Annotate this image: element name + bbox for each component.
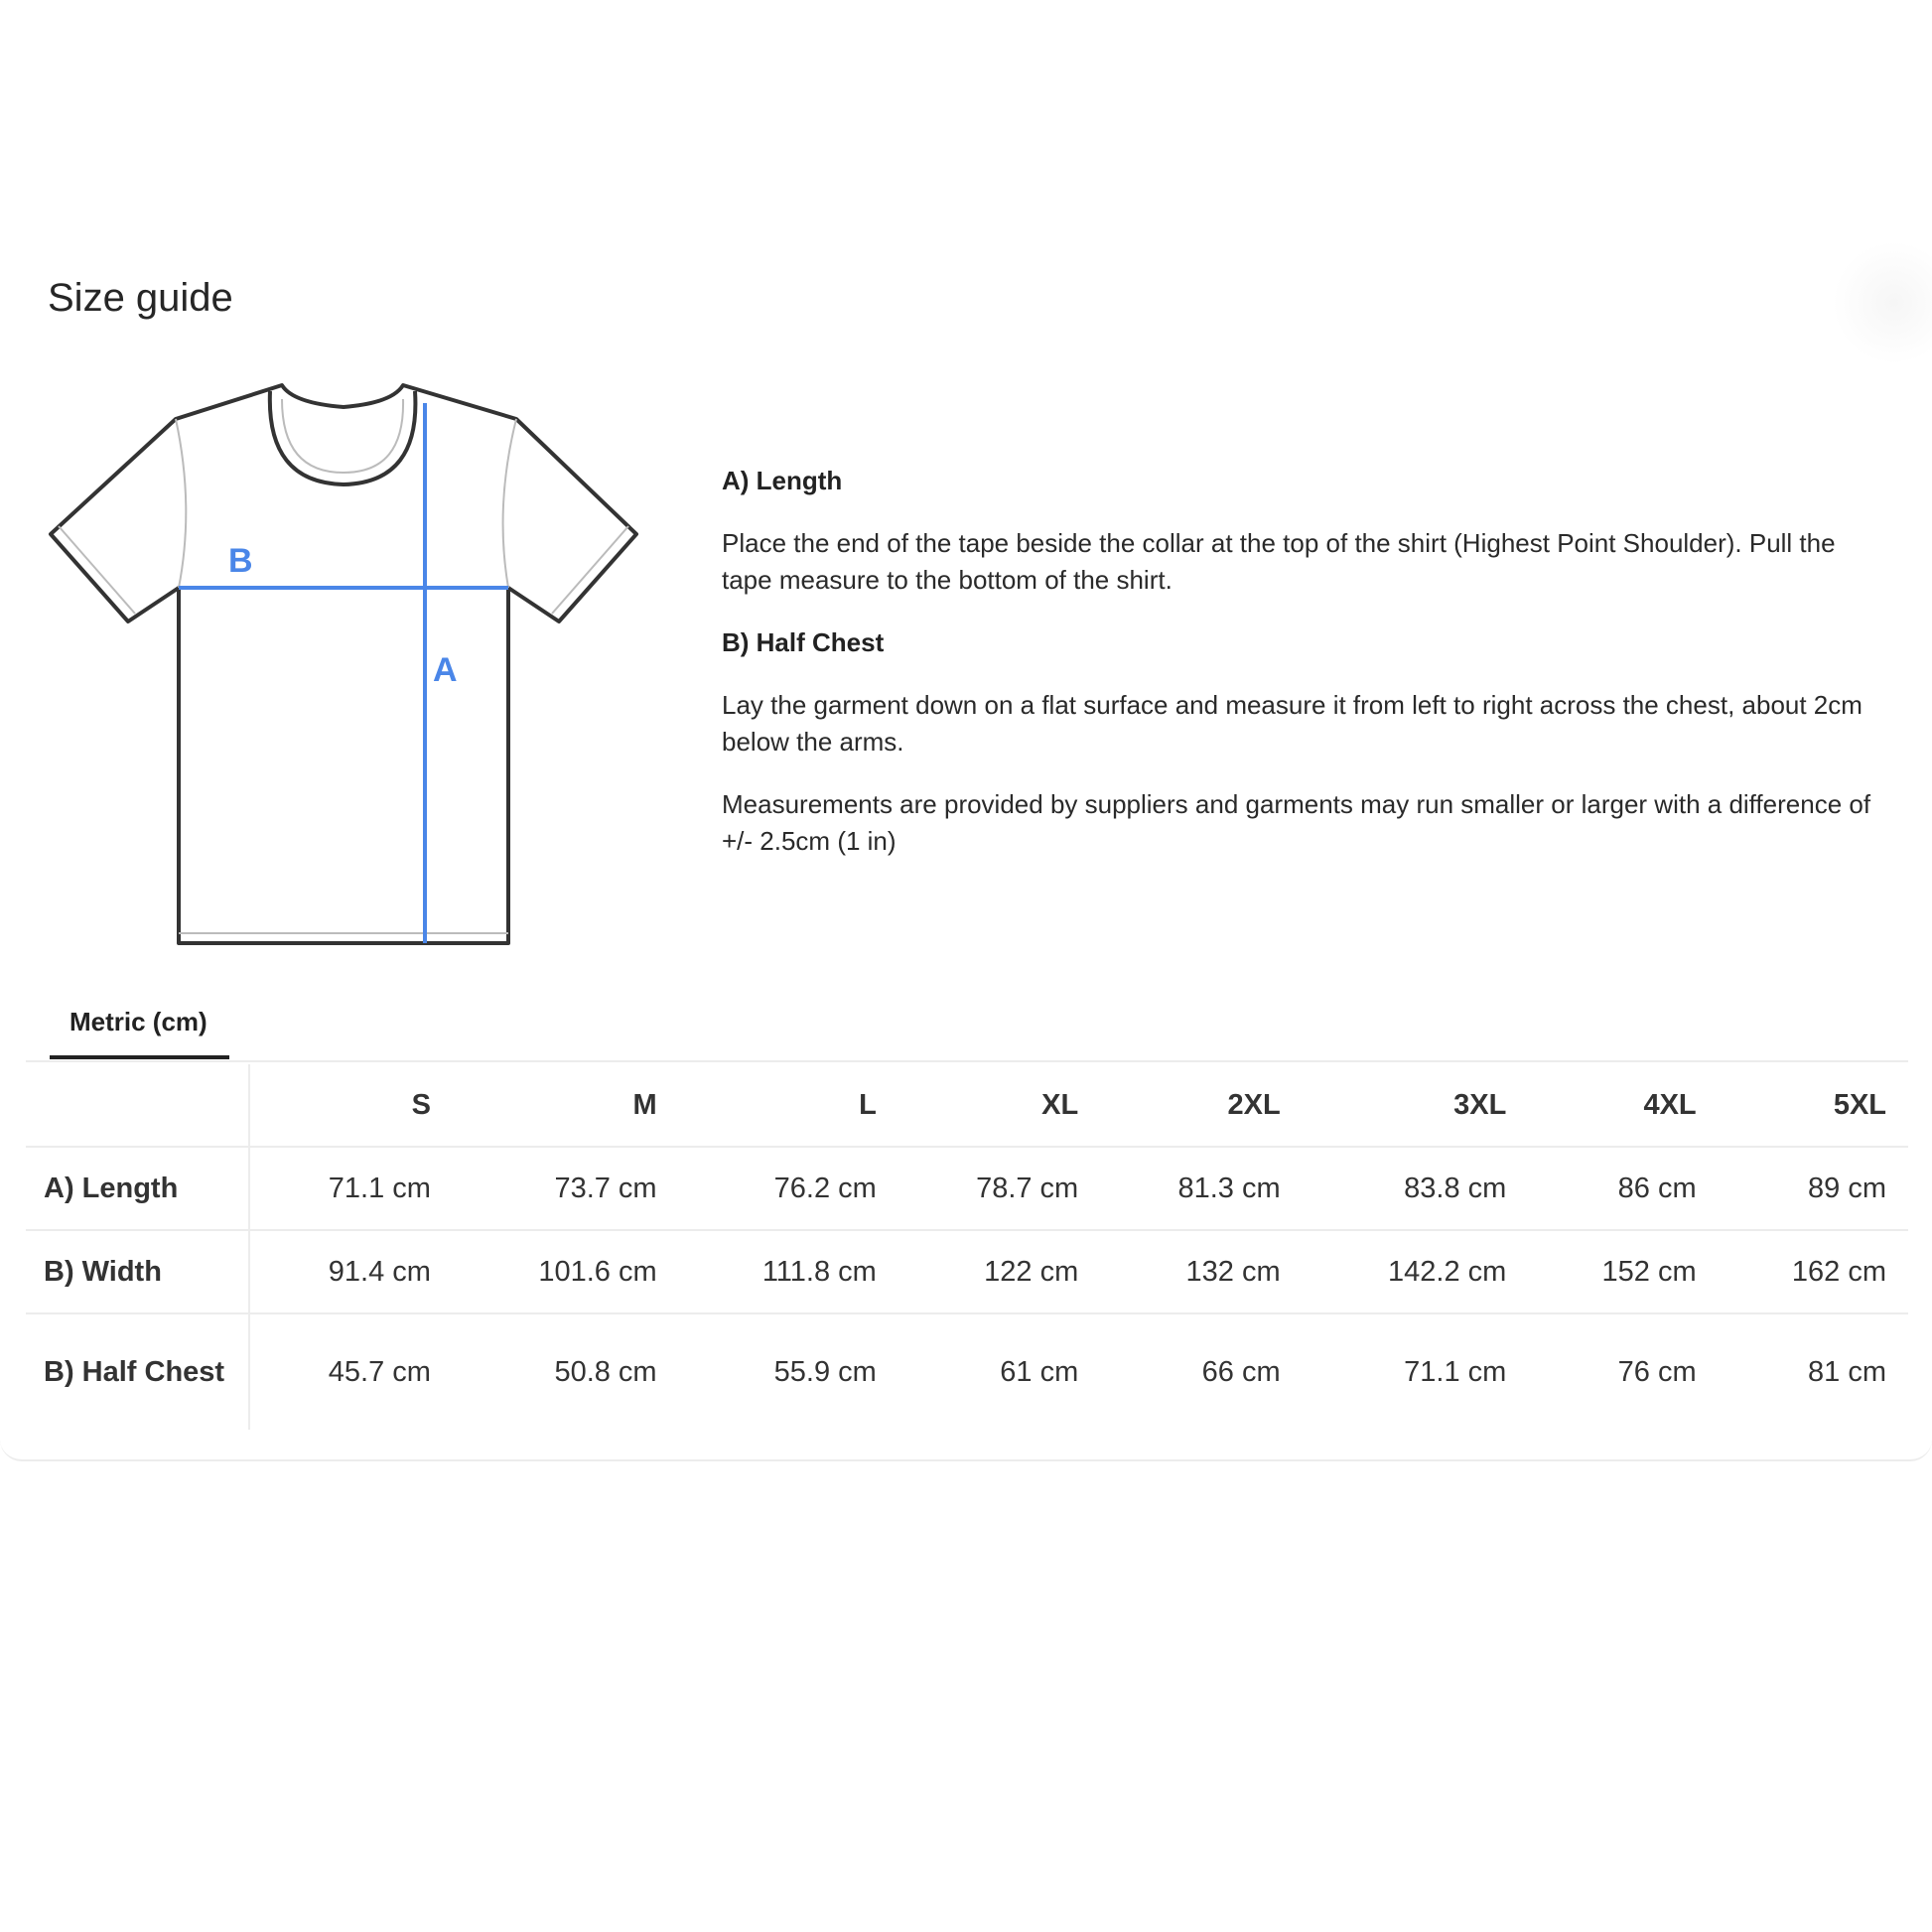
table-corner bbox=[26, 1064, 249, 1147]
table-cell: 78.7 cm bbox=[898, 1147, 1100, 1230]
table-cell: 71.1 cm bbox=[249, 1147, 453, 1230]
table-cell: 81 cm bbox=[1808, 1356, 1886, 1388]
close-button[interactable] bbox=[1835, 238, 1932, 367]
row-label: B) Half Chest bbox=[26, 1313, 249, 1430]
column-header: L bbox=[679, 1064, 898, 1147]
column-header: 4XL bbox=[1528, 1064, 1718, 1147]
tshirt-measurement-diagram bbox=[46, 377, 641, 953]
table-header-row bbox=[26, 1064, 1908, 1147]
table-cell: 152 cm bbox=[1528, 1230, 1718, 1313]
table-cell: 55.9 cm bbox=[773, 1356, 877, 1388]
table-cell: 162 cm bbox=[1719, 1230, 1908, 1313]
half-chest-description: Lay the garment down on a flat surface and measure it from left to right across the chest, about 2cm below the arms. bbox=[722, 690, 1863, 757]
table-cell: 71.1 cm bbox=[1404, 1356, 1507, 1388]
column-header: M bbox=[453, 1064, 679, 1147]
table-cell: 101.6 cm bbox=[453, 1230, 679, 1313]
row-label: A) Length bbox=[26, 1147, 249, 1230]
table-cell: 76.2 cm bbox=[679, 1147, 898, 1230]
row-label: B) Width bbox=[26, 1230, 249, 1313]
table-cell: 132 cm bbox=[1100, 1230, 1302, 1313]
length-description: Place the end of the tape beside the collar at the top of the shirt (Highest Point Shoulder). Pull the tape measure to the bottom of the shirt. bbox=[722, 528, 1836, 595]
table-cell: 61 cm bbox=[1000, 1356, 1079, 1388]
table-cell: 91.4 cm bbox=[249, 1230, 453, 1313]
table-cell: 122 cm bbox=[898, 1230, 1100, 1313]
table-cell: 45.7 cm bbox=[328, 1356, 431, 1388]
measurement-instructions bbox=[722, 463, 1873, 886]
table-row bbox=[26, 1230, 1908, 1313]
table-cell: 66 cm bbox=[1201, 1356, 1281, 1388]
column-header: 2XL bbox=[1100, 1064, 1302, 1147]
length-heading: A) Length bbox=[722, 466, 843, 495]
table-row bbox=[26, 1313, 1908, 1430]
tab-imperial[interactable] bbox=[229, 995, 489, 1025]
table-cell: 73.7 cm bbox=[453, 1147, 679, 1230]
table-cell: 86 cm bbox=[1528, 1147, 1718, 1230]
table-cell: 81.3 cm bbox=[1100, 1147, 1302, 1230]
table-cell: 111.8 cm bbox=[679, 1230, 898, 1313]
table-cell: 142.2 cm bbox=[1303, 1230, 1529, 1313]
page-title: Size guide bbox=[48, 276, 233, 320]
table-cell: 76 cm bbox=[1617, 1356, 1697, 1388]
size-table bbox=[26, 1064, 1908, 1430]
half-chest-heading: B) Half Chest bbox=[722, 627, 885, 657]
table-cell: 89 cm bbox=[1719, 1147, 1908, 1230]
tshirt-outline bbox=[51, 385, 636, 943]
column-header: S bbox=[249, 1064, 453, 1147]
table-cell: 50.8 cm bbox=[554, 1356, 657, 1388]
label-b: B bbox=[228, 542, 253, 580]
label-a: A bbox=[433, 651, 458, 689]
column-header: XL bbox=[898, 1064, 1100, 1147]
unit-tabs bbox=[50, 995, 489, 1060]
tab-metric[interactable]: Metric (cm) bbox=[50, 995, 229, 1059]
table-row bbox=[26, 1147, 1908, 1230]
disclaimer: Measurements are provided by suppliers and garments may run smaller or larger with a difference of +/- 2.5cm (1 in) bbox=[722, 789, 1871, 856]
column-header: 5XL bbox=[1719, 1064, 1908, 1147]
column-header: 3XL bbox=[1303, 1064, 1529, 1147]
tabs-divider bbox=[26, 1060, 1908, 1062]
table-cell: 83.8 cm bbox=[1303, 1147, 1529, 1230]
